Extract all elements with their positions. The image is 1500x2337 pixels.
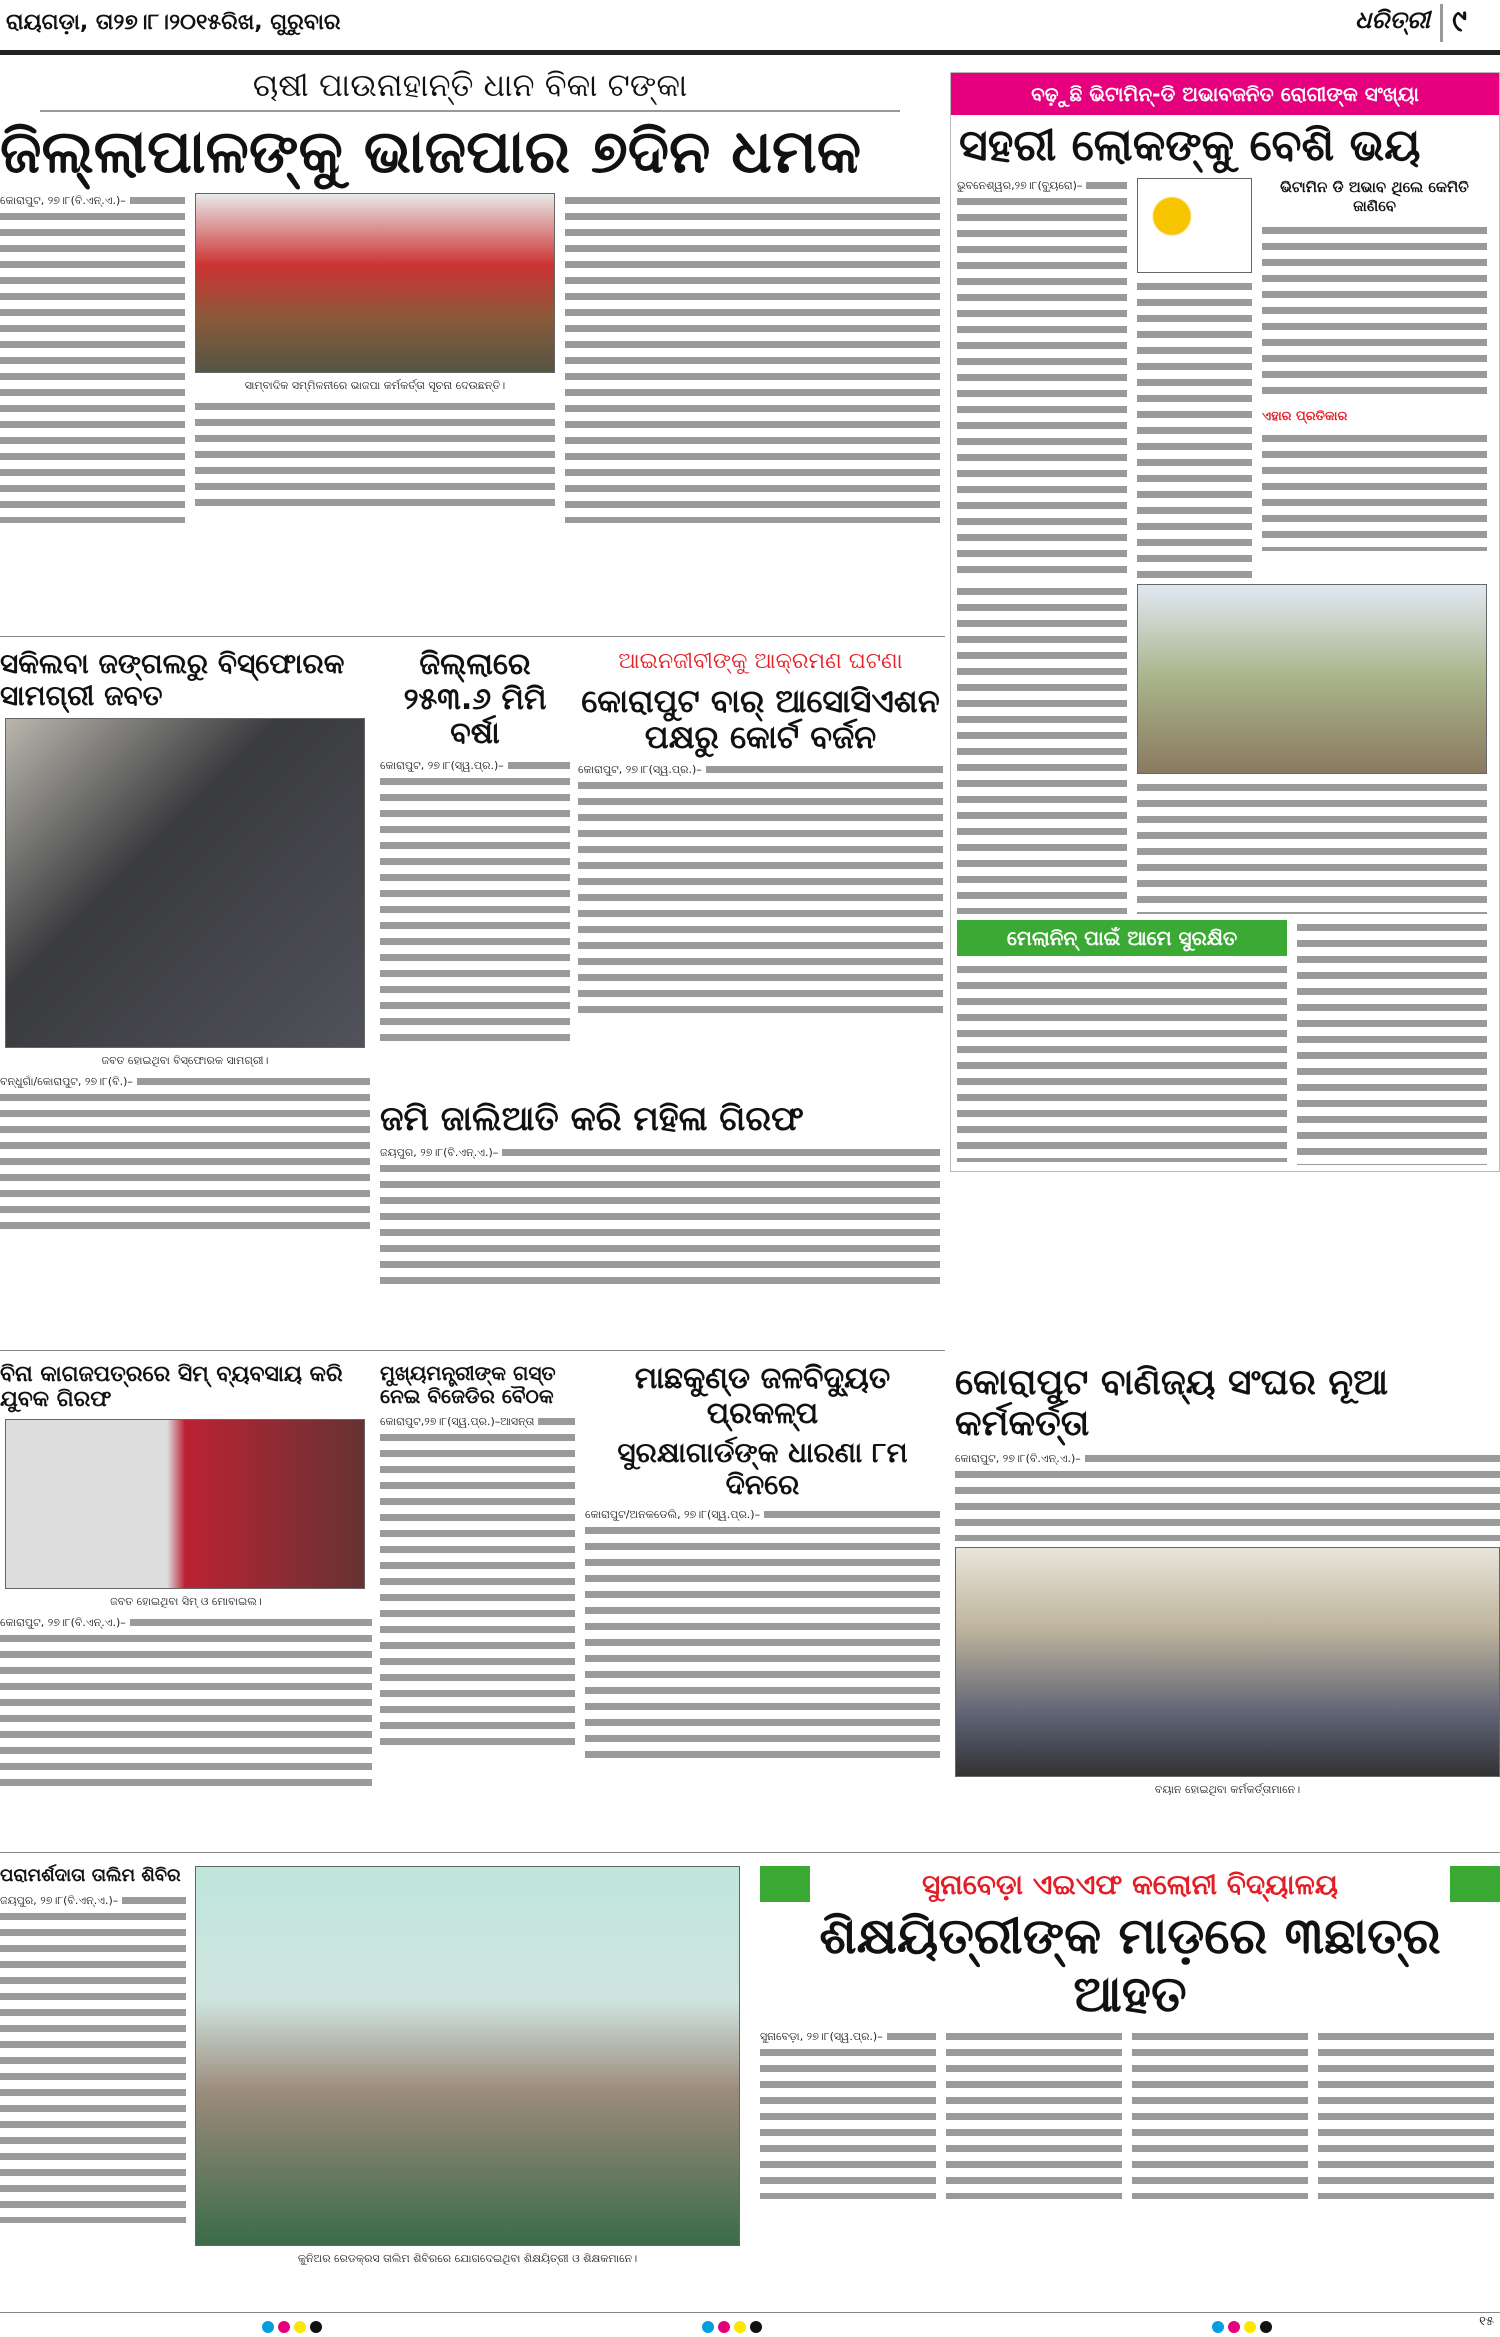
rain-headline: ଜିଲ୍ଲାରେ ୨୫୩.୬ ମିମି ବର୍ଷା xyxy=(403,647,547,751)
school-story xyxy=(760,1866,1500,2199)
camp-body: ଜୟପୁର, ୨୭।୮(ବି.ଏନ୍.ଏ.)– xyxy=(0,1893,186,2223)
footer-page-number: ୧୫ xyxy=(1479,2314,1494,2329)
sidebar-list xyxy=(1262,223,1487,403)
sim-caption: ଜବତ ହୋଇଥିବା ସିମ୍ ଓ ମୋବାଇଲ। xyxy=(110,1594,262,1608)
registration-marks xyxy=(260,2318,324,2337)
camp-photo xyxy=(195,1866,740,2246)
land-body: ଜୟପୁର, ୨୭।୮(ବି.ଏନ୍.ଏ.)– xyxy=(380,1145,940,1285)
health-subhead: ମେଲାନିନ୍ ପାଇଁ ଆମେ ସୁରକ୍ଷିତ xyxy=(957,920,1287,956)
bar-headline: କୋରାପୁଟ ବାର୍ ଆସୋସିଏଶନ ପକ୍ଷରୁ କୋର୍ଟ ବର୍ଜନ xyxy=(581,681,940,757)
divider xyxy=(1440,4,1443,42)
bjd-body: କୋରାପୁଟ,୨୭।୮(ସ୍ୱ.ପ୍ର.)–ଆସନ୍ତା xyxy=(380,1414,575,1754)
bjd-story xyxy=(380,1362,575,1754)
bar-kicker: ଆଇନଜୀବୀଙ୍କୁ ଆକ୍ରମଣ ଘଟଣା xyxy=(618,649,903,674)
rain-body: କୋରାପୁଟ, ୨୭।୮(ସ୍ୱ.ପ୍ର.)– xyxy=(380,758,570,1048)
registration-marks xyxy=(700,2318,764,2337)
lead-body-col3 xyxy=(565,193,940,523)
masthead-logo: ଧରିତ୍ରୀ xyxy=(1355,6,1430,34)
sidebar-subtitle: ଏହାର ପ୍ରତିକାର xyxy=(1262,408,1348,424)
divider xyxy=(0,2312,1500,2313)
explosive-headline: ସକିଲବା ଜଙ୍ଗଲରୁ ବିସ୍ଫୋରକ ସାମଗ୍ରୀ ଜବତ xyxy=(0,647,345,713)
lead-body-col2 xyxy=(195,399,555,511)
health-photo xyxy=(1137,584,1487,774)
school-banner: ସୁନାବେଡ଼ା ଏଇଏଫ କଲୋନୀ ବିଦ୍ୟାଳୟ xyxy=(922,1867,1338,1901)
chamber-story xyxy=(955,1362,1500,1797)
bar-story xyxy=(578,648,943,1022)
header-rule xyxy=(0,50,1500,55)
health-body xyxy=(1137,279,1252,578)
health-body xyxy=(1297,920,1487,1165)
chamber-headline: କୋରାପୁଟ ବାଣିଜ୍ୟ ସଂଘର ନୂଆ କର୍ମକର୍ତ୍ତା xyxy=(955,1362,1389,1445)
camp-story xyxy=(0,1866,186,2223)
health-body xyxy=(957,584,1127,914)
sim-body: କୋରାପୁଟ, ୨୭।୮(ବି.ଏନ୍.ଏ.)– xyxy=(0,1615,372,1795)
explosive-story xyxy=(0,648,370,1234)
sim-story xyxy=(0,1362,372,1795)
sidebar-list xyxy=(1262,431,1487,551)
health-body xyxy=(1137,780,1487,914)
chamber-body: କୋରାପୁଟ, ୨୭।୮(ବି.ଏନ୍.ଏ.)– xyxy=(955,1451,1500,1541)
machkund-headline-2: ସୁରକ୍ଷାଗାର୍ଡଙ୍କ ଧାରଣା ୮ମ ଦିନରେ xyxy=(617,1436,908,1502)
camp-photo-block xyxy=(195,1866,740,2266)
bjd-headline: ମୁଖ୍ୟମନ୍ତ୍ରୀଙ୍କ ଗସ୍ତ ନେଇ ବିଜେଡିର ବୈଠକ xyxy=(380,1361,556,1408)
machkund-body: କୋରାପୁଟ/ଅନକଡେଲି, ୨୭।୮(ସ୍ୱ.ପ୍ର.)– xyxy=(585,1507,940,1767)
sidebar-title: ଭିଟାମିନ ଡି ଅଭାବ ଥିଲେ କେମିତି ଜାଣିବେ xyxy=(1280,177,1469,216)
lead-photo xyxy=(195,193,555,373)
lead-kicker: ଚାଷୀ ପାଉନାହାନ୍ତି ଧାନ ବିକା ଟଙ୍କା xyxy=(40,66,900,112)
lead-body-col1: କୋରାପୁଟ, ୨୭।୮(ବି.ଏନ୍.ଏ.)– xyxy=(0,193,185,523)
divider xyxy=(0,1852,1500,1853)
school-headline: ଶିକ୍ଷୟିତ୍ରୀଙ୍କ ମାଡ଼ରେ ୩ଛାତ୍ର ଆହତ xyxy=(819,1907,1441,2023)
explosive-caption: ଜବତ ହୋଇଥିବା ବିସ୍ଫୋରକ ସାମଗ୍ରୀ। xyxy=(101,1054,269,1068)
chamber-photo xyxy=(955,1547,1500,1777)
sim-photo xyxy=(5,1419,365,1589)
registration-marks xyxy=(1210,2318,1274,2337)
machkund-headline-1: ମାଛକୁଣ୍ଡ ଜଳବିଦ୍ୟୁତ ପ୍ରକଳ୍ପ xyxy=(634,1361,891,1431)
rain-story xyxy=(380,648,570,1048)
chamber-caption: ବୟାନ ହୋଇଥିବା କର୍ମକର୍ତ୍ତାମାନେ। xyxy=(1154,1782,1301,1796)
explosive-body: ବନ୍ଧୁଗାଁ/କୋରାପୁଟ, ୨୭।୮(ବି.)– xyxy=(0,1074,370,1234)
health-headline: ସହରୀ ଲୋକଙ୍କୁ ବେଶି ଭୟ xyxy=(959,120,1421,171)
sun-illustration xyxy=(1137,178,1252,273)
banner-decoration xyxy=(1450,1866,1500,1902)
bar-body: କୋରାପୁଟ, ୨୭।୮(ସ୍ୱ.ପ୍ର.)– xyxy=(578,762,943,1022)
health-banner: ବଢ଼ୁଛି ଭିଟାମିନ୍-ଡି ଅଭାବଜନିତ ରୋଗୀଙ୍କ ସଂଖ୍ୟା xyxy=(951,73,1499,115)
health-body: ଭୁବନେଶ୍ୱର,୨୭।୮(ବ୍ୟୁରୋ)– xyxy=(957,178,1127,578)
health-box xyxy=(950,72,1500,1172)
camp-caption: କୁନିଅର ରେଡକ୍ରସ ତାଲିମ ଶିବିରରେ ଯୋଗଦେଇଥିବା ଶିକ୍ଷୟିତ୍ରୀ ଓ ଶିକ୍ଷକମାନେ। xyxy=(297,2252,638,2265)
machkund-story xyxy=(585,1362,940,1767)
divider xyxy=(0,1350,945,1351)
camp-headline: ପରାମର୍ଶଦାତା ତାଲିମ ଶିବିର xyxy=(0,1865,181,1886)
lead-headline: ଜିଲ୍ଲାପାଳଙ୍କୁ ଭାଜପାର ୭ଦିନ ଧମକ xyxy=(0,117,862,188)
divider xyxy=(0,636,945,637)
header-dateline: ରାୟଗଡ଼ା, ତା୨୭।୮।୨୦୧୫ରିଖ, ଗୁରୁବାର xyxy=(6,10,341,35)
land-story xyxy=(380,1100,940,1285)
lead-caption: ସାମ୍ବାଦିକ ସମ୍ମିଳନୀରେ ଭାଜପା କର୍ମକର୍ତ୍ତା ସୂଚନା ଦେଉଛନ୍ତି। xyxy=(244,379,506,393)
banner-decoration xyxy=(760,1866,810,1902)
school-body: ସୁନାବେଡ଼ା, ୨୭।୮(ସ୍ୱ.ପ୍ର.)– xyxy=(760,2029,1498,2199)
page-number: ୯ xyxy=(1452,4,1467,39)
land-headline: ଜମି ଜାଲିଆତି କରି ମହିଳା ଗିରଫ xyxy=(380,1099,804,1139)
explosive-photo xyxy=(5,718,365,1048)
lead-story xyxy=(0,66,940,523)
health-body xyxy=(957,962,1287,1162)
sim-headline: ବିନା କାଗଜପତ୍ରରେ ସିମ୍ ବ୍ୟବସାୟ କରି ଯୁବକ ଗିରଫ xyxy=(0,1362,343,1413)
